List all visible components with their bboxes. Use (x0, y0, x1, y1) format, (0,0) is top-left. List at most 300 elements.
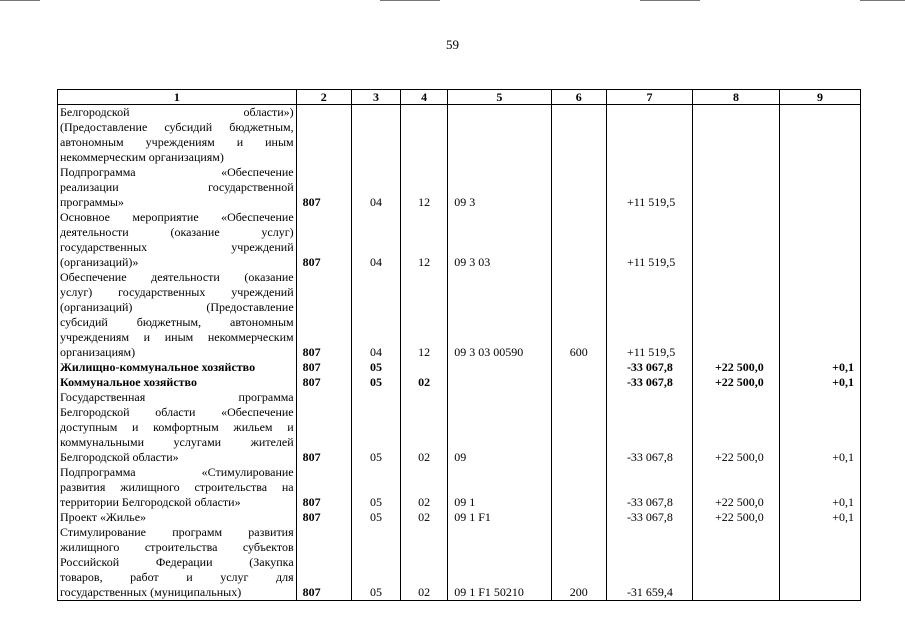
table-row (58, 405, 861, 420)
amount-year3 (780, 135, 861, 150)
admin-code (296, 150, 351, 165)
expense-type-code (551, 255, 606, 270)
section-code (351, 330, 400, 345)
target-article-code (448, 120, 551, 135)
amount-year3: +0,1 (780, 360, 861, 375)
section-code (351, 240, 400, 255)
amount-year3: +0,1 (780, 510, 861, 525)
top-edge-line (0, 0, 40, 1)
amount-year2 (692, 585, 779, 601)
target-article-code (448, 390, 551, 405)
section-code: 04 (351, 255, 400, 270)
subsection-code (401, 210, 448, 225)
expense-type-code (551, 375, 606, 390)
table-row (58, 465, 861, 480)
expense-type-code (551, 285, 606, 300)
column-header: 7 (606, 90, 692, 105)
amount-year2 (692, 225, 779, 240)
target-article-code: 09 1 (448, 495, 551, 510)
amount-year2 (692, 420, 779, 435)
target-article-code: 09 3 03 (448, 255, 551, 270)
row-name-line: Жилищно-коммунальное хозяйство (58, 360, 297, 375)
table-row (58, 360, 861, 375)
admin-code (296, 210, 351, 225)
column-number-row (58, 90, 861, 105)
row-name-line: организациям) (58, 345, 297, 360)
row-name-line: Проект «Жилье» (58, 510, 297, 525)
row-name-line: некоммерческим организациям) (58, 150, 297, 165)
subsection-code: 12 (401, 255, 448, 270)
table-row (58, 225, 861, 240)
amount-year2 (692, 135, 779, 150)
admin-code (296, 465, 351, 480)
admin-code (296, 120, 351, 135)
amount-year2 (692, 465, 779, 480)
admin-code (296, 390, 351, 405)
table-row (58, 240, 861, 255)
row-name-line: жилищного строительства субъектов (58, 540, 297, 555)
amount-year3 (780, 330, 861, 345)
expense-type-code: 600 (551, 345, 606, 360)
target-article-code (448, 330, 551, 345)
expense-type-code (551, 510, 606, 525)
amount-year2 (692, 105, 779, 121)
amount-change (606, 525, 692, 540)
amount-year2 (692, 150, 779, 165)
amount-year3 (780, 525, 861, 540)
amount-year3 (780, 270, 861, 285)
table-row (58, 450, 861, 465)
table-row (58, 135, 861, 150)
amount-change (606, 300, 692, 315)
expense-type-code (551, 495, 606, 510)
section-code (351, 480, 400, 495)
target-article-code (448, 285, 551, 300)
amount-change (606, 285, 692, 300)
row-name-line: коммунальными услугами жителей (58, 435, 297, 450)
row-name-line: товаров, работ и услуг для (58, 570, 297, 585)
table-row (58, 195, 861, 210)
admin-code (296, 420, 351, 435)
amount-year3 (780, 300, 861, 315)
admin-code (296, 165, 351, 180)
row-name-line: государственных учреждений (58, 240, 297, 255)
subsection-code: 12 (401, 345, 448, 360)
section-code: 05 (351, 360, 400, 375)
target-article-code (448, 270, 551, 285)
subsection-code: 02 (401, 495, 448, 510)
amount-change (606, 180, 692, 195)
subsection-code: 02 (401, 510, 448, 525)
expense-type-code (551, 240, 606, 255)
section-code: 04 (351, 345, 400, 360)
admin-code: 807 (296, 195, 351, 210)
section-code (351, 315, 400, 330)
section-code (351, 210, 400, 225)
target-article-code (448, 150, 551, 165)
row-name-line: доступным и комфортным жильем и (58, 420, 297, 435)
amount-change: +11 519,5 (606, 195, 692, 210)
table-row (58, 570, 861, 585)
target-article-code: 09 1 F1 50210 (448, 585, 551, 601)
table-row (58, 180, 861, 195)
subsection-code: 12 (401, 195, 448, 210)
admin-code (296, 405, 351, 420)
target-article-code: 09 3 (448, 195, 551, 210)
expense-type-code (551, 540, 606, 555)
amount-year3 (780, 240, 861, 255)
expense-type-code (551, 570, 606, 585)
row-name-line: Подпрограмма «Стимулирование (58, 465, 297, 480)
table-row (58, 555, 861, 570)
subsection-code (401, 165, 448, 180)
subsection-code: 02 (401, 450, 448, 465)
admin-code (296, 105, 351, 121)
amount-year3 (780, 150, 861, 165)
expense-type-code (551, 120, 606, 135)
target-article-code (448, 300, 551, 315)
row-name-line: территории Белгородской области» (58, 495, 297, 510)
row-name-line: развития жилищного строительства на (58, 480, 297, 495)
subsection-code (401, 570, 448, 585)
section-code (351, 390, 400, 405)
expense-type-code (551, 225, 606, 240)
amount-year2 (692, 555, 779, 570)
amount-year3 (780, 570, 861, 585)
amount-change (606, 330, 692, 345)
expense-type-code (551, 465, 606, 480)
target-article-code (448, 375, 551, 390)
amount-change (606, 555, 692, 570)
row-name-line: субсидий бюджетным, автономным (58, 315, 297, 330)
subsection-code (401, 150, 448, 165)
expense-type-code (551, 360, 606, 375)
target-article-code (448, 405, 551, 420)
target-article-code (448, 525, 551, 540)
amount-year3 (780, 345, 861, 360)
section-code (351, 435, 400, 450)
subsection-code (401, 180, 448, 195)
admin-code (296, 225, 351, 240)
expense-type-code (551, 195, 606, 210)
amount-change: -33 067,8 (606, 495, 692, 510)
section-code (351, 420, 400, 435)
amount-year3 (780, 480, 861, 495)
subsection-code (401, 435, 448, 450)
amount-change (606, 540, 692, 555)
table-row (58, 315, 861, 330)
amount-change (606, 105, 692, 121)
subsection-code (401, 480, 448, 495)
subsection-code (401, 420, 448, 435)
amount-change (606, 315, 692, 330)
table-row (58, 585, 861, 601)
table-row (58, 285, 861, 300)
target-article-code (448, 315, 551, 330)
row-name-line: Обеспечение деятельности (оказание (58, 270, 297, 285)
amount-year2 (692, 345, 779, 360)
amount-year3 (780, 405, 861, 420)
table-row (58, 375, 861, 390)
section-code (351, 120, 400, 135)
target-article-code (448, 465, 551, 480)
amount-change (606, 480, 692, 495)
row-name-line: Подпрограмма «Обеспечение (58, 165, 297, 180)
table-row (58, 525, 861, 540)
target-article-code (448, 570, 551, 585)
column-header: 1 (58, 90, 297, 105)
target-article-code: 09 (448, 450, 551, 465)
table-row (58, 210, 861, 225)
subsection-code (401, 285, 448, 300)
subsection-code (401, 300, 448, 315)
section-code: 05 (351, 450, 400, 465)
amount-year2 (692, 255, 779, 270)
target-article-code (448, 105, 551, 121)
amount-year3 (780, 465, 861, 480)
amount-year2 (692, 165, 779, 180)
section-code (351, 150, 400, 165)
target-article-code: 09 3 03 00590 (448, 345, 551, 360)
target-article-code (448, 240, 551, 255)
subsection-code (401, 525, 448, 540)
table-row (58, 510, 861, 525)
subsection-code (401, 390, 448, 405)
expense-type-code (551, 180, 606, 195)
expense-type-code (551, 555, 606, 570)
target-article-code (448, 225, 551, 240)
amount-year2: +22 500,0 (692, 510, 779, 525)
column-header: 9 (780, 90, 861, 105)
admin-code (296, 285, 351, 300)
expense-type-code (551, 210, 606, 225)
amount-change (606, 225, 692, 240)
amount-change (606, 135, 692, 150)
subsection-code (401, 225, 448, 240)
admin-code (296, 330, 351, 345)
column-header: 2 (296, 90, 351, 105)
admin-code (296, 540, 351, 555)
row-name-line: (организаций)» (58, 255, 297, 270)
row-name-line: Государственная программа (58, 390, 297, 405)
amount-year2 (692, 480, 779, 495)
subsection-code: 02 (401, 585, 448, 601)
amount-year3 (780, 435, 861, 450)
expense-type-code (551, 420, 606, 435)
target-article-code (448, 180, 551, 195)
row-name-line: услуг) государственных учреждений (58, 285, 297, 300)
admin-code: 807 (296, 255, 351, 270)
row-name-line: учреждениям и иным некоммерческим (58, 330, 297, 345)
admin-code: 807 (296, 375, 351, 390)
amount-year3 (780, 390, 861, 405)
expense-type-code: 200 (551, 585, 606, 601)
target-article-code (448, 420, 551, 435)
section-code (351, 165, 400, 180)
admin-code: 807 (296, 450, 351, 465)
expense-type-code (551, 315, 606, 330)
amount-year2 (692, 435, 779, 450)
column-header: 6 (551, 90, 606, 105)
subsection-code (401, 360, 448, 375)
subsection-code (401, 120, 448, 135)
section-code: 05 (351, 495, 400, 510)
target-article-code (448, 165, 551, 180)
section-code (351, 180, 400, 195)
target-article-code (448, 540, 551, 555)
amount-year2 (692, 390, 779, 405)
expense-type-code (551, 405, 606, 420)
expense-type-code (551, 105, 606, 121)
row-name-line: Белгородской области «Обеспечение (58, 405, 297, 420)
section-code (351, 285, 400, 300)
subsection-code (401, 540, 448, 555)
amount-change: -33 067,8 (606, 375, 692, 390)
row-name-line: Коммунальное хозяйство (58, 375, 297, 390)
table-row (58, 120, 861, 135)
row-name-line: государственных (муниципальных) (58, 585, 297, 601)
amount-change (606, 420, 692, 435)
amount-change (606, 435, 692, 450)
row-name-line: Белгородской области») (58, 105, 297, 121)
target-article-code (448, 135, 551, 150)
admin-code: 807 (296, 510, 351, 525)
section-code (351, 465, 400, 480)
admin-code (296, 480, 351, 495)
admin-code (296, 315, 351, 330)
admin-code (296, 300, 351, 315)
amount-year2: +22 500,0 (692, 375, 779, 390)
column-header: 3 (351, 90, 400, 105)
table-row (58, 330, 861, 345)
admin-code: 807 (296, 360, 351, 375)
amount-year2: +22 500,0 (692, 495, 779, 510)
target-article-code (448, 360, 551, 375)
page-number: 59 (446, 37, 459, 52)
row-name-line: Белгородской области» (58, 450, 297, 465)
table-row (58, 495, 861, 510)
table-row (58, 540, 861, 555)
subsection-code: 02 (401, 375, 448, 390)
section-code (351, 300, 400, 315)
amount-year2 (692, 570, 779, 585)
amount-year2 (692, 330, 779, 345)
amount-change: -33 067,8 (606, 510, 692, 525)
row-name-line: (Предоставление субсидий бюджетным, (58, 120, 297, 135)
amount-year2 (692, 525, 779, 540)
top-edge-line (860, 0, 905, 1)
expense-type-code (551, 390, 606, 405)
amount-year2: +22 500,0 (692, 450, 779, 465)
row-name-line: автономным учреждениям и иным (58, 135, 297, 150)
admin-code (296, 570, 351, 585)
amount-change: -33 067,8 (606, 450, 692, 465)
top-edge-line (640, 0, 700, 1)
section-code (351, 405, 400, 420)
expense-type-code (551, 450, 606, 465)
admin-code (296, 525, 351, 540)
expense-type-code (551, 525, 606, 540)
expense-type-code (551, 435, 606, 450)
amount-year3 (780, 195, 861, 210)
column-header: 8 (692, 90, 779, 105)
amount-year2 (692, 240, 779, 255)
admin-code: 807 (296, 345, 351, 360)
amount-year3 (780, 555, 861, 570)
section-code (351, 540, 400, 555)
target-article-code (448, 480, 551, 495)
table-row (58, 420, 861, 435)
row-name-line: реализации государственной (58, 180, 297, 195)
admin-code (296, 180, 351, 195)
amount-year2: +22 500,0 (692, 360, 779, 375)
subsection-code (401, 240, 448, 255)
target-article-code (448, 555, 551, 570)
amount-year3 (780, 315, 861, 330)
amount-change (606, 465, 692, 480)
amount-year3 (780, 420, 861, 435)
table-row (58, 345, 861, 360)
expense-type-code (551, 270, 606, 285)
amount-change (606, 120, 692, 135)
section-code (351, 525, 400, 540)
amount-year2 (692, 210, 779, 225)
row-name-line: деятельности (оказание услуг) (58, 225, 297, 240)
amount-change: -33 067,8 (606, 360, 692, 375)
subsection-code (401, 270, 448, 285)
expense-type-code (551, 330, 606, 345)
budget-table (57, 89, 861, 601)
amount-year2 (692, 180, 779, 195)
amount-year3 (780, 120, 861, 135)
amount-year2 (692, 315, 779, 330)
row-name-line: Основное мероприятие «Обеспечение (58, 210, 297, 225)
row-name-line: Российской Федерации (Закупка (58, 555, 297, 570)
amount-change (606, 270, 692, 285)
target-article-code (448, 210, 551, 225)
amount-year2 (692, 300, 779, 315)
section-code: 05 (351, 375, 400, 390)
amount-year3: +0,1 (780, 495, 861, 510)
row-name-line: программы» (58, 195, 297, 210)
table-row (58, 435, 861, 450)
section-code (351, 135, 400, 150)
section-code: 04 (351, 195, 400, 210)
row-name-line: Стимулирование программ развития (58, 525, 297, 540)
amount-year3 (780, 285, 861, 300)
amount-change: -31 659,4 (606, 585, 692, 601)
amount-year2 (692, 405, 779, 420)
table-row (58, 105, 861, 121)
section-code (351, 105, 400, 121)
target-article-code (448, 435, 551, 450)
amount-change (606, 150, 692, 165)
amount-year3 (780, 210, 861, 225)
amount-change (606, 210, 692, 225)
admin-code (296, 435, 351, 450)
amount-year3 (780, 165, 861, 180)
admin-code (296, 240, 351, 255)
amount-change (606, 240, 692, 255)
section-code (351, 270, 400, 285)
column-header: 5 (448, 90, 551, 105)
table-row (58, 150, 861, 165)
amount-change: +11 519,5 (606, 345, 692, 360)
amount-change (606, 570, 692, 585)
subsection-code (401, 330, 448, 345)
table-body (58, 105, 861, 601)
row-name-line: (организаций) (Предоставление (58, 300, 297, 315)
